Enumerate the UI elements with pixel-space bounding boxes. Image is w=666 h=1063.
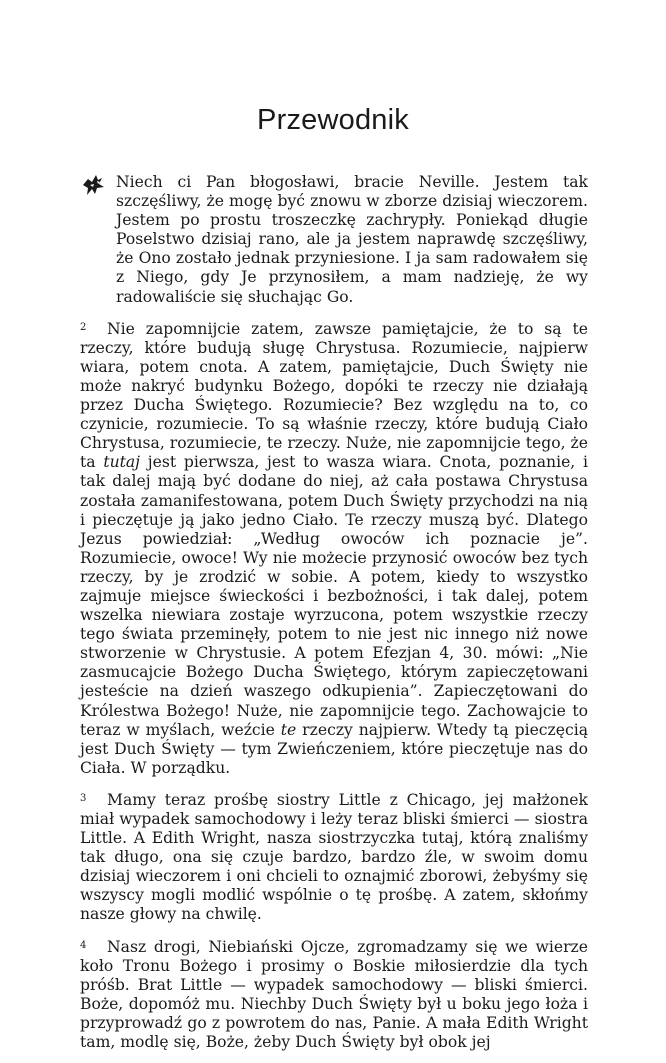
paragraph-3 [80, 789, 588, 925]
paragraph-text [80, 938, 588, 1051]
dove-icon [80, 173, 106, 197]
paragraph-text [116, 173, 588, 306]
paragraph-2 [80, 318, 588, 778]
text-run: Nie zapomnijcie zatem, zawsze pamiętajcie, że to są te rzeczy, które budują sługę Chrystusa. Rozumiecie, najpierw wiara, potem cnota. A zatem, pamiętajcie, Duch Święty nie może nakryć budynku Bożego, dopóki te rzeczy nie działają przez Ducha Świętego. Rozumiecie? Bez względu na to, co czynicie, rozumiecie. To są właśnie rzeczy, które budują Ciało Chrystusa, rozumiecie, te rzeczy. Nuże, nie zapomnijcie tego, że ta [80, 319, 588, 472]
paragraph-number: 4 [80, 939, 87, 951]
paragraph-1 [80, 173, 588, 307]
text-run: Nasz drogi, Niebiański Ojcze, zgromadzamy się we wierze koło Tronu Bożego i prosimy o Boskie miłosierdzie dla tych próśb. Brat Little — wypadek samochodowy — bliski śmierci. Boże, dopomóż mu. Niechby Duch Święty był u boku jego łoża i przyprowadź go z powrotem do nas, Panie. A mała Edith Wright tam, modlę się, Boże, żeby Duch Święty był obok jej [80, 937, 588, 1052]
italic-text: te [280, 720, 297, 739]
text-run: jest pierwsza, jest to wasza wiara. Cnota, poznanie, i tak dalej mają być dodane do niej, aż cała postawa Chrystusa została zamanifestowana, potem Duch Święty przychodzi na nią i pieczętuje ją jako jedno Ciało. Te rzeczy muszą być. Dlatego Jezus powiedział: „Według owoców ich poznacie je”. Rozumiecie, owoce! Wy nie możecie przynosić owoców bez tych rzeczy, by je zrodzić w sobie. A potem, kiedy to wszystko zajmuje miejsce świeckości i bezbożności, i tak dalej, potem wszelka niewiara zostaje wyrzucona, potem wszystkie rzeczy tego świata przeminęły, potem to nie jest nic innego niż nowe stworzenie w Chrystusie. A potem Efezjan 4, 30. mówi: „Nie zasmucajcie Bożego Ducha Świętego, którym zapieczętowani jesteście na dzień waszego odkupienia”. Zapieczętowani do Królestwa Bożego! Nuże, nie zapomnijcie tego. Zachowajcie to teraz w myślach, weźcie [80, 453, 588, 739]
italic-text: tutaj [103, 453, 141, 472]
paragraph-number: 2 [80, 321, 87, 333]
text-run: rzeczy najpierw. Wtedy tą pieczęcią jest Duch Święty — tym Zwieńczeniem, które pieczętuje nas do Ciała. W porządku. [80, 720, 588, 777]
paragraph-4 [80, 936, 588, 1053]
paragraph-text [80, 320, 588, 777]
text-run: Niech ci Pan błogosławi, bracie Neville. Jestem tak szczęśliwy, że mogę być znowu w zborze dzisiaj wieczorem. Jestem po prostu troszeczkę zachrypły. Poniekąd długie Poselstwo dzisiaj rano, ale ja jestem naprawdę szczęśliwy, że Ono zostało jednak przyniesione. I ja sam radowałem się z Niego, gdy Je przynosiłem, a mam nadzieję, że wy radowaliście się słuchając Go. [116, 173, 588, 306]
paragraph-text [80, 791, 588, 924]
document-body [80, 173, 588, 1063]
page-title: Przewodnik [257, 104, 409, 136]
paragraph-number: 3 [80, 792, 87, 804]
text-run: Mamy teraz prośbę siostry Little z Chicago, jej małżonek miał wypadek samochodowy i leży teraz bliski śmierci — siostra Little. A Edith Wright, nasza siostrzyczka tutaj, którą znaliśmy tak długo, ona się czuje bardzo, bardzo źle, w swoim domu dzisiaj wieczorem i oni chcieli to oznajmić zborowi, żebyśmy się wszyscy mogli modlić wspólnie o tę prośbę. A zatem, skłońmy nasze głowy na chwilę. [80, 790, 588, 924]
